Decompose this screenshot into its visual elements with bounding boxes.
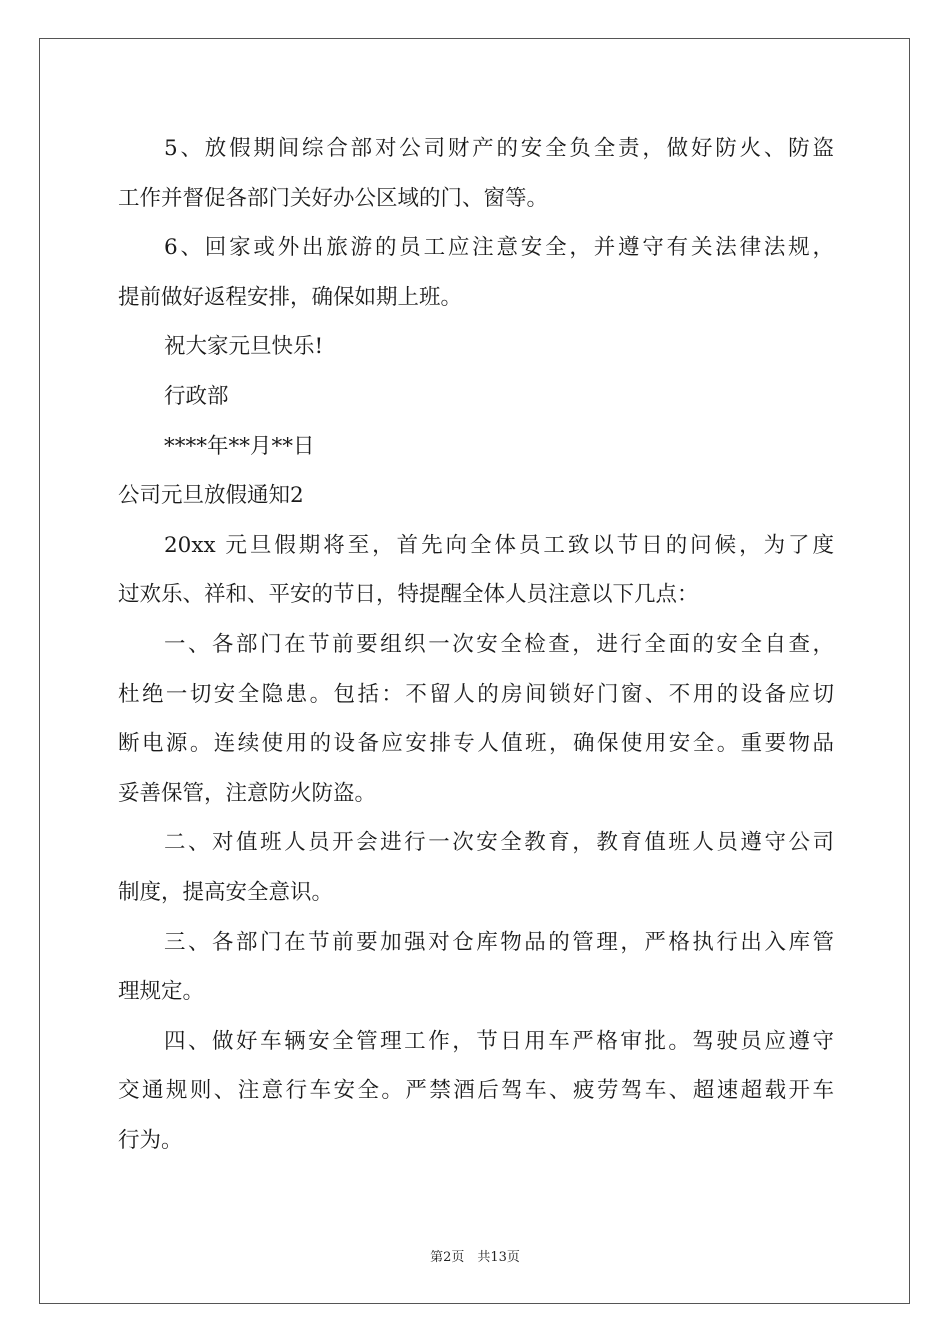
text-line: 工作并督促各部门关好办公区域的门、窗等。 (118, 185, 549, 211)
paragraph (118, 471, 834, 521)
text-line: 交通规则、注意行车安全。严禁酒后驾车、疲劳驾车、超速超载开车 (118, 1078, 834, 1104)
text-line: 三、各部门在节前要加强对仓库物品的管理，严格执行出入库管 (164, 929, 834, 955)
text-line: 杜绝一切安全隐患。包括：不留人的房间锁好门窗、不用的设备应切 (118, 681, 834, 707)
text-line: 行为。 (118, 1127, 183, 1153)
text-line: 5、放假期间综合部对公司财产的安全负全责，做好防火、防盗 (164, 136, 834, 161)
text-line: ****年**月**日 (164, 433, 315, 459)
text-line: 二、对值班人员开会进行一次安全教育，教育值班人员遵守公司 (164, 830, 834, 856)
text-line: 理规定。 (118, 979, 205, 1005)
text-line: 制度，提高安全意识。 (118, 879, 334, 905)
page-footer: 第2页 共13页 (430, 1250, 520, 1265)
paragraph (118, 918, 834, 1017)
text-line: 公司元旦放假通知2 (118, 483, 304, 509)
paragraph (118, 372, 834, 422)
document-body (118, 124, 834, 1165)
paragraph (118, 322, 834, 372)
paragraph (118, 1017, 834, 1166)
text-line: 断电源。连续使用的设备应安排专人值班，确保使用安全。重要物品 (118, 731, 834, 757)
paragraph (118, 223, 834, 322)
text-line: 妥善保管，注意防火防盗。 (118, 780, 377, 806)
text-line: 祝大家元旦快乐! (164, 334, 324, 360)
paragraph (118, 124, 834, 223)
text-line: 20xx 元旦假期将至，首先向全体员工致以节日的问候，为了度 (164, 532, 834, 558)
paragraph (118, 818, 834, 917)
paragraph (118, 620, 834, 818)
paragraph (118, 521, 834, 620)
text-line: 一、各部门在节前要组织一次安全检查，进行全面的安全自查， (164, 631, 834, 657)
text-line: 提前做好返程安排，确保如期上班。 (118, 284, 463, 310)
text-line: 行政部 (164, 383, 229, 409)
text-line: 四、做好车辆安全管理工作，节日用车严格审批。驾驶员应遵守 (164, 1028, 834, 1054)
paragraph (118, 422, 834, 472)
text-line: 过欢乐、祥和、平安的节日，特提醒全体人员注意以下几点： (118, 582, 699, 608)
text-line: 6、回家或外出旅游的员工应注意安全，并遵守有关法律法规， (164, 235, 834, 261)
